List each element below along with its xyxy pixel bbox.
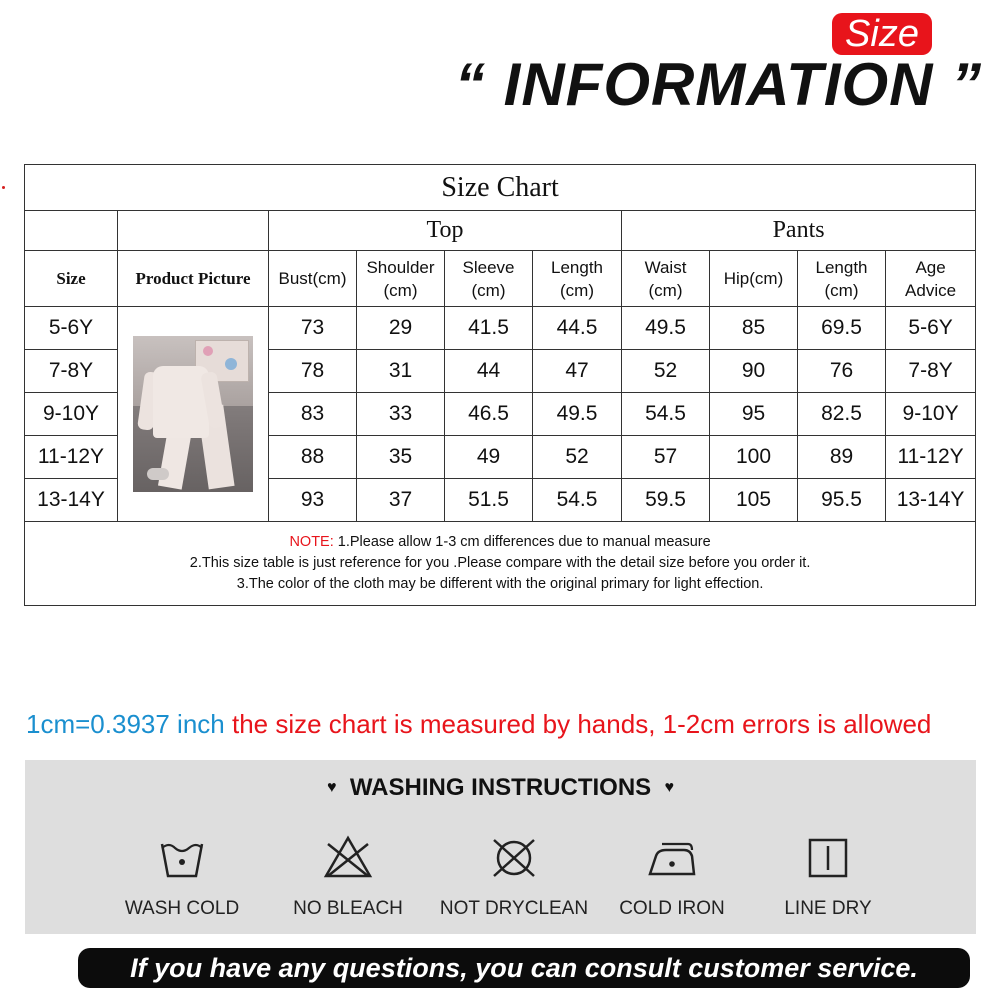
cell-waist: 49.5 <box>622 307 710 350</box>
cell-pant-length: 82.5 <box>798 393 886 436</box>
size-cell: 5-6Y <box>25 307 118 350</box>
wash-item-no-bleach <box>263 830 433 920</box>
cell-age: 7-8Y <box>886 350 976 393</box>
cell-pant-length: 89 <box>798 436 886 479</box>
top-group-header: Top <box>269 211 622 251</box>
inch-conversion: 1cm=0.3937 inch <box>26 709 225 739</box>
cell-waist: 59.5 <box>622 479 710 522</box>
col-header-age: Age Advice <box>886 251 976 307</box>
cell-waist: 54.5 <box>622 393 710 436</box>
cell-top-length: 44.5 <box>533 307 622 350</box>
cell-bust: 73 <box>269 307 357 350</box>
washing-title: ♥ WASHING INSTRUCTIONS ♥ <box>326 774 675 801</box>
product-picture-cell <box>118 307 269 522</box>
cell-sleeve: 46.5 <box>445 393 533 436</box>
page-title: “ INFORMATION ” <box>455 51 983 118</box>
cell-sleeve: 44 <box>445 350 533 393</box>
cell-shoulder: 31 <box>357 350 445 393</box>
cell-hip: 100 <box>710 436 798 479</box>
col-header-hip: Hip(cm) <box>710 251 798 307</box>
cell-bust: 88 <box>269 436 357 479</box>
product-photo <box>133 336 253 492</box>
cell-sleeve: 49 <box>445 436 533 479</box>
cell-top-length: 52 <box>533 436 622 479</box>
empty-header-cell <box>118 211 269 251</box>
cold-iron-icon <box>644 830 700 886</box>
cell-sleeve: 51.5 <box>445 479 533 522</box>
measurement-disclaimer: the size chart is measured by hands, 1-2cm errors is allowed <box>224 709 932 739</box>
cell-waist: 57 <box>622 436 710 479</box>
pants-group-header: Pants <box>622 211 976 251</box>
size-chart-title: Size Chart <box>25 165 976 211</box>
stray-dot <box>2 186 5 189</box>
wash-label: NOT DRYCLEAN <box>439 898 589 919</box>
cell-hip: 85 <box>710 307 798 350</box>
cell-hip: 90 <box>710 350 798 393</box>
no-bleach-icon <box>320 830 376 886</box>
col-header-picture: Product Picture <box>118 251 269 307</box>
wash-label: COLD IRON <box>619 898 725 919</box>
cell-pant-length: 69.5 <box>798 307 886 350</box>
cell-top-length: 47 <box>533 350 622 393</box>
wash-label: NO BLEACH <box>293 898 403 919</box>
wash-item-line-dry <box>743 830 913 920</box>
col-header-waist: Waist (cm) <box>622 251 710 307</box>
wash-item-wash-cold <box>97 830 267 920</box>
no-dryclean-icon <box>486 830 542 886</box>
cell-waist: 52 <box>622 350 710 393</box>
cell-shoulder: 29 <box>357 307 445 350</box>
wash-label: WASH COLD <box>124 898 240 919</box>
cell-age: 13-14Y <box>886 479 976 522</box>
notes-cell <box>25 522 976 606</box>
wash-label: LINE DRY <box>784 898 872 919</box>
size-chart-table <box>24 164 976 606</box>
col-header-bust: Bust(cm) <box>269 251 357 307</box>
size-badge: Size <box>832 13 932 55</box>
note-line-3: 3.The color of the cloth may be different with the original primary for light effection. <box>236 576 764 592</box>
wash-item-cold-iron <box>587 830 757 920</box>
size-cell: 11-12Y <box>25 436 118 479</box>
washing-panel <box>25 760 976 934</box>
col-header-shoulder: Shoulder (cm) <box>357 251 445 307</box>
cell-shoulder: 35 <box>357 436 445 479</box>
cell-top-length: 49.5 <box>533 393 622 436</box>
cell-bust: 78 <box>269 350 357 393</box>
cell-shoulder: 33 <box>357 393 445 436</box>
note-line-1: 1.Please allow 1-3 cm differences due to manual measure <box>333 534 711 550</box>
cell-pant-length: 76 <box>798 350 886 393</box>
note-label: NOTE: <box>289 534 334 550</box>
cell-age: 9-10Y <box>886 393 976 436</box>
table-row <box>25 307 976 350</box>
cell-bust: 83 <box>269 393 357 436</box>
cell-age: 5-6Y <box>886 307 976 350</box>
heart-icon: ♥ <box>326 779 337 796</box>
size-cell: 9-10Y <box>25 393 118 436</box>
col-header-size: Size <box>25 251 118 307</box>
cell-hip: 105 <box>710 479 798 522</box>
cell-sleeve: 41.5 <box>445 307 533 350</box>
size-cell: 7-8Y <box>25 350 118 393</box>
wash-item-not-dryclean <box>429 830 599 920</box>
empty-header-cell <box>25 211 118 251</box>
cell-hip: 95 <box>710 393 798 436</box>
cell-shoulder: 37 <box>357 479 445 522</box>
cell-top-length: 54.5 <box>533 479 622 522</box>
size-cell: 13-14Y <box>25 479 118 522</box>
cell-bust: 93 <box>269 479 357 522</box>
wash-cold-icon <box>154 830 210 886</box>
col-header-sleeve: Sleeve (cm) <box>445 251 533 307</box>
customer-service-banner: If you have any questions, you can consult customer service. <box>78 948 970 988</box>
line-dry-icon <box>800 830 856 886</box>
note-line-2: 2.This size table is just reference for you .Please compare with the detail size before you order it. <box>189 555 811 571</box>
conversion-note <box>26 706 986 742</box>
cell-pant-length: 95.5 <box>798 479 886 522</box>
heart-icon: ♥ <box>664 779 675 796</box>
col-header-top-length: Length (cm) <box>533 251 622 307</box>
cell-age: 11-12Y <box>886 436 976 479</box>
col-header-pant-length: Length (cm) <box>798 251 886 307</box>
